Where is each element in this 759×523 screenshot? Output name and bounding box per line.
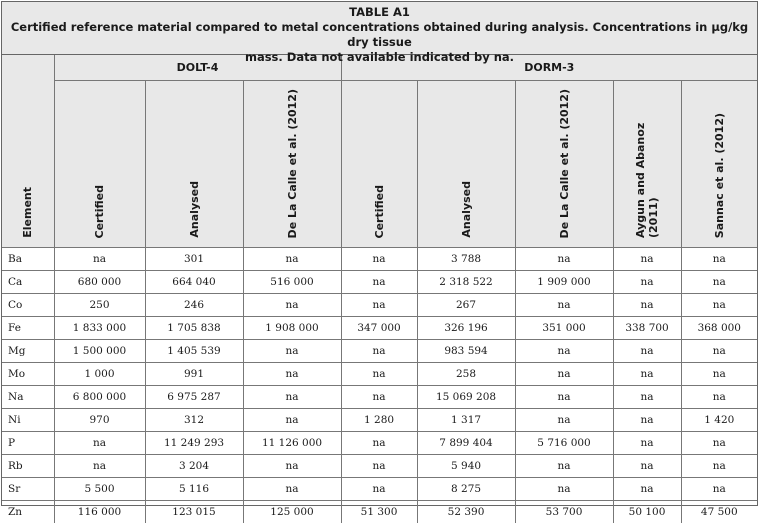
table-container <box>1 1 758 506</box>
value-cell: na <box>681 271 757 294</box>
value-cell: 1 833 000 <box>54 317 145 340</box>
element-cell: Mo <box>2 363 54 386</box>
value-cell: na <box>613 363 681 386</box>
value-cell: 11 126 000 <box>243 432 341 455</box>
value-cell: na <box>341 248 417 271</box>
value-cell: na <box>243 478 341 501</box>
value-cell: 116 000 <box>54 501 145 523</box>
value-cell: na <box>681 248 757 271</box>
value-cell: 47 500 <box>681 501 757 523</box>
value-cell: na <box>515 248 613 271</box>
value-cell: na <box>681 478 757 501</box>
table-row <box>2 271 757 294</box>
value-cell: 516 000 <box>243 271 341 294</box>
value-cell: 326 196 <box>417 317 515 340</box>
value-cell: 5 940 <box>417 455 515 478</box>
value-cell: na <box>341 340 417 363</box>
value-cell: na <box>341 386 417 409</box>
caption-line-2: mass. Data not available indicated by na. <box>2 50 757 65</box>
value-cell: 5 500 <box>54 478 145 501</box>
value-cell: 1 405 539 <box>145 340 243 363</box>
table-row <box>2 317 757 340</box>
value-cell: 267 <box>417 294 515 317</box>
value-cell: 1 908 000 <box>243 317 341 340</box>
value-cell: na <box>681 432 757 455</box>
table-row <box>2 294 757 317</box>
column-header: De La Calle et al. (2012) <box>515 81 613 248</box>
value-cell: 3 788 <box>417 248 515 271</box>
value-cell: 5 716 000 <box>515 432 613 455</box>
value-cell: 1 500 000 <box>54 340 145 363</box>
table-body <box>2 248 757 523</box>
value-cell: 1 280 <box>341 409 417 432</box>
element-cell: Co <box>2 294 54 317</box>
dorm-3-group-header: DORM-3 <box>341 55 757 81</box>
value-cell: na <box>54 432 145 455</box>
value-cell: 991 <box>145 363 243 386</box>
table-row <box>2 501 757 523</box>
value-cell: na <box>243 340 341 363</box>
value-cell: na <box>613 294 681 317</box>
value-cell: na <box>341 294 417 317</box>
element-cell: Sr <box>2 478 54 501</box>
value-cell: 312 <box>145 409 243 432</box>
value-cell: 258 <box>417 363 515 386</box>
value-cell: na <box>243 409 341 432</box>
value-cell: 11 249 293 <box>145 432 243 455</box>
value-cell: 246 <box>145 294 243 317</box>
value-cell: na <box>341 478 417 501</box>
value-cell: na <box>515 386 613 409</box>
value-cell: na <box>613 478 681 501</box>
caption-line-1: Certified reference material compared to metal concentrations obtained during analysis. Concentrations in µg/kg dry tissue <box>2 20 757 50</box>
data-table <box>2 55 757 523</box>
value-cell: 6 800 000 <box>54 386 145 409</box>
value-cell: 1 420 <box>681 409 757 432</box>
value-cell: 5 116 <box>145 478 243 501</box>
value-cell: 50 100 <box>613 501 681 523</box>
value-cell: na <box>613 340 681 363</box>
value-cell: na <box>613 432 681 455</box>
value-cell: na <box>341 432 417 455</box>
table-row <box>2 478 757 501</box>
table-row <box>2 455 757 478</box>
table-caption <box>2 2 757 55</box>
value-cell: 1 317 <box>417 409 515 432</box>
value-cell: na <box>243 248 341 271</box>
value-cell: 680 000 <box>54 271 145 294</box>
value-cell: 2 318 522 <box>417 271 515 294</box>
value-cell: na <box>681 363 757 386</box>
table-row <box>2 248 757 271</box>
header-subcolumn-row <box>2 81 757 248</box>
column-header: Sannac et al. (2012) <box>681 81 757 248</box>
element-cell: Ni <box>2 409 54 432</box>
value-cell: 983 594 <box>417 340 515 363</box>
value-cell: na <box>681 340 757 363</box>
value-cell: 301 <box>145 248 243 271</box>
value-cell: 125 000 <box>243 501 341 523</box>
value-cell: 123 015 <box>145 501 243 523</box>
value-cell: na <box>515 478 613 501</box>
table-row <box>2 363 757 386</box>
column-header: Certified <box>54 81 145 248</box>
value-cell: na <box>613 409 681 432</box>
column-header: Aygun and Abanoz (2011) <box>613 81 681 248</box>
table-row <box>2 409 757 432</box>
value-cell: 3 204 <box>145 455 243 478</box>
value-cell: 6 975 287 <box>145 386 243 409</box>
value-cell: 970 <box>54 409 145 432</box>
element-cell: Ba <box>2 248 54 271</box>
value-cell: na <box>243 455 341 478</box>
value-cell: 8 275 <box>417 478 515 501</box>
column-header: Analysed <box>145 81 243 248</box>
value-cell: na <box>681 455 757 478</box>
table-row <box>2 432 757 455</box>
value-cell: 250 <box>54 294 145 317</box>
element-cell: Zn <box>2 501 54 523</box>
value-cell: na <box>341 455 417 478</box>
value-cell: 52 390 <box>417 501 515 523</box>
value-cell: 351 000 <box>515 317 613 340</box>
element-cell: Ca <box>2 271 54 294</box>
column-header: Certified <box>341 81 417 248</box>
value-cell: na <box>341 363 417 386</box>
table-title: TABLE A1 <box>2 5 757 20</box>
value-cell: na <box>243 363 341 386</box>
value-cell: na <box>681 294 757 317</box>
column-header: De La Calle et al. (2012) <box>243 81 341 248</box>
dolt-4-group-header: DOLT-4 <box>54 55 341 81</box>
element-cell: Na <box>2 386 54 409</box>
value-cell: 338 700 <box>613 317 681 340</box>
value-cell: na <box>341 271 417 294</box>
element-cell: Rb <box>2 455 54 478</box>
value-cell: 347 000 <box>341 317 417 340</box>
value-cell: na <box>613 455 681 478</box>
value-cell: na <box>243 294 341 317</box>
column-header: Analysed <box>417 81 515 248</box>
value-cell: 368 000 <box>681 317 757 340</box>
element-cell: Fe <box>2 317 54 340</box>
element-cell: P <box>2 432 54 455</box>
value-cell: 1 705 838 <box>145 317 243 340</box>
value-cell: 51 300 <box>341 501 417 523</box>
value-cell: na <box>515 294 613 317</box>
value-cell: 7 899 404 <box>417 432 515 455</box>
value-cell: na <box>681 386 757 409</box>
value-cell: 1 909 000 <box>515 271 613 294</box>
element-cell: Mg <box>2 340 54 363</box>
value-cell: 664 040 <box>145 271 243 294</box>
value-cell: na <box>613 248 681 271</box>
value-cell: na <box>613 386 681 409</box>
value-cell: na <box>515 363 613 386</box>
value-cell: na <box>515 409 613 432</box>
value-cell: 53 700 <box>515 501 613 523</box>
value-cell: na <box>515 455 613 478</box>
value-cell: na <box>54 455 145 478</box>
value-cell: 15 069 208 <box>417 386 515 409</box>
table-row <box>2 386 757 409</box>
value-cell: na <box>613 271 681 294</box>
value-cell: 1 000 <box>54 363 145 386</box>
value-cell: na <box>515 340 613 363</box>
value-cell: na <box>243 386 341 409</box>
value-cell: na <box>54 248 145 271</box>
table-row <box>2 340 757 363</box>
element-column-header: Element <box>2 55 54 248</box>
